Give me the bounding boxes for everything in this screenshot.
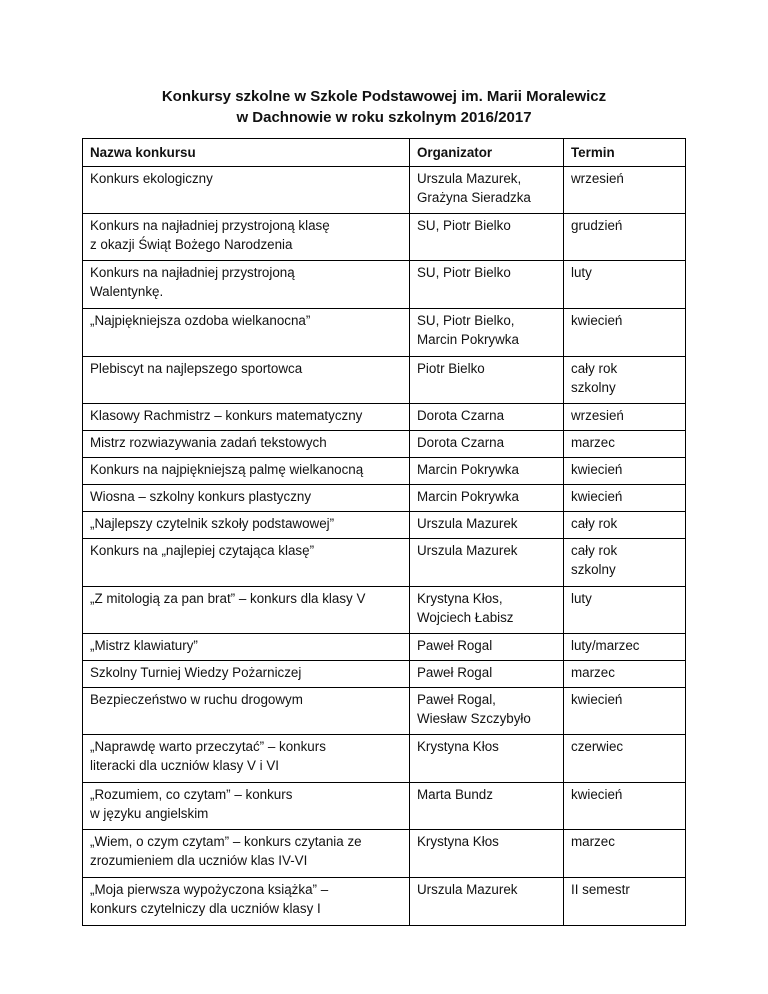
- contest-name: „Z mitologią za pan brat” – konkurs dla klasy V: [83, 587, 410, 634]
- contest-term: marzec: [564, 661, 686, 688]
- contest-name: Konkurs na najładniej przystrojoną Walentynkę.: [83, 261, 410, 309]
- contest-term: marzec: [564, 830, 686, 878]
- contest-organizer: SU, Piotr Bielko: [410, 261, 564, 309]
- column-header-name: Nazwa konkursu: [83, 139, 410, 167]
- contest-term: wrzesień: [564, 167, 686, 214]
- table-row: [83, 261, 686, 309]
- contest-name: Szkolny Turniej Wiedzy Pożarniczej: [83, 661, 410, 688]
- contest-organizer: Paweł Rogal: [410, 661, 564, 688]
- contest-organizer: Marcin Pokrywka: [410, 485, 564, 512]
- table-row: [83, 458, 686, 485]
- contest-term: luty/marzec: [564, 634, 686, 661]
- contest-name: Plebiscyt na najlepszego sportowca: [83, 357, 410, 404]
- table-row: [83, 587, 686, 634]
- table-row: [83, 878, 686, 926]
- contest-name: „Najlepszy czytelnik szkoły podstawowej”: [83, 512, 410, 539]
- table-row: [83, 661, 686, 688]
- contest-name: Klasowy Rachmistrz – konkurs matematyczny: [83, 404, 410, 431]
- table-header-row: [83, 139, 686, 167]
- contest-name: „Rozumiem, co czytam” – konkurs w języku angielskim: [83, 783, 410, 830]
- contest-term: grudzień: [564, 214, 686, 261]
- contest-organizer: Urszula Mazurek: [410, 512, 564, 539]
- contest-organizer: Marta Bundz: [410, 783, 564, 830]
- contest-organizer: SU, Piotr Bielko, Marcin Pokrywka: [410, 309, 564, 357]
- contest-name: „Naprawdę warto przeczytać” – konkurs literacki dla uczniów klasy V i VI: [83, 735, 410, 783]
- contest-name: Konkurs na „najlepiej czytająca klasę”: [83, 539, 410, 587]
- contest-term: kwiecień: [564, 309, 686, 357]
- contest-organizer: Paweł Rogal: [410, 634, 564, 661]
- table-row: [83, 735, 686, 783]
- table-row: [83, 688, 686, 735]
- contest-organizer: Marcin Pokrywka: [410, 458, 564, 485]
- contest-term: luty: [564, 587, 686, 634]
- title-line-2: w Dachnowie w roku szkolnym 2016/2017: [236, 109, 532, 126]
- column-header-organizer: Organizator: [410, 139, 564, 167]
- contest-term: czerwiec: [564, 735, 686, 783]
- page-title: [0, 86, 768, 128]
- contest-name: Wiosna – szkolny konkurs plastyczny: [83, 485, 410, 512]
- contest-organizer: Dorota Czarna: [410, 404, 564, 431]
- contest-name: Bezpieczeństwo w ruchu drogowym: [83, 688, 410, 735]
- table-row: [83, 830, 686, 878]
- contest-term: wrzesień: [564, 404, 686, 431]
- contest-name: Mistrz rozwiazywania zadań tekstowych: [83, 431, 410, 458]
- contest-term: cały rok szkolny: [564, 539, 686, 587]
- contest-organizer: Paweł Rogal, Wiesław Szczybyło: [410, 688, 564, 735]
- contest-name: Konkurs na najpiękniejszą palmę wielkanocną: [83, 458, 410, 485]
- column-header-term: Termin: [564, 139, 686, 167]
- table-row: [83, 539, 686, 587]
- contest-organizer: Urszula Mazurek: [410, 878, 564, 926]
- contest-name: Konkurs na najładniej przystrojoną klasę z okazji Świąt Bożego Narodzenia: [83, 214, 410, 261]
- contest-term: cały rok: [564, 512, 686, 539]
- contest-organizer: SU, Piotr Bielko: [410, 214, 564, 261]
- contest-term: kwiecień: [564, 688, 686, 735]
- contest-term: kwiecień: [564, 485, 686, 512]
- contest-term: luty: [564, 261, 686, 309]
- contest-organizer: Krystyna Kłos: [410, 735, 564, 783]
- contest-organizer: Urszula Mazurek: [410, 539, 564, 587]
- table-row: [83, 634, 686, 661]
- contest-organizer: Krystyna Kłos: [410, 830, 564, 878]
- contest-term: marzec: [564, 431, 686, 458]
- contest-organizer: Dorota Czarna: [410, 431, 564, 458]
- contest-name: „Najpiękniejsza ozdoba wielkanocna”: [83, 309, 410, 357]
- contest-name: „Moja pierwsza wypożyczona książka” – konkurs czytelniczy dla uczniów klasy I: [83, 878, 410, 926]
- table-row: [83, 431, 686, 458]
- table-row: [83, 783, 686, 830]
- contest-name: „Wiem, o czym czytam” – konkurs czytania ze zrozumieniem dla uczniów klas IV-VI: [83, 830, 410, 878]
- table-row: [83, 214, 686, 261]
- title-line-1: Konkursy szkolne w Szkole Podstawowej im. Marii Moralewicz: [161, 88, 607, 105]
- table-row: [83, 404, 686, 431]
- contest-term: II semestr: [564, 878, 686, 926]
- contest-term: cały rok szkolny: [564, 357, 686, 404]
- contest-name: Konkurs ekologiczny: [83, 167, 410, 214]
- table-row: [83, 512, 686, 539]
- contest-name: „Mistrz klawiatury”: [83, 634, 410, 661]
- contest-organizer: Krystyna Kłos, Wojciech Łabisz: [410, 587, 564, 634]
- contests-table: [82, 138, 686, 926]
- contest-organizer: Urszula Mazurek, Grażyna Sieradzka: [410, 167, 564, 214]
- contest-organizer: Piotr Bielko: [410, 357, 564, 404]
- contest-term: kwiecień: [564, 458, 686, 485]
- table-row: [83, 309, 686, 357]
- table-row: [83, 357, 686, 404]
- table-row: [83, 167, 686, 214]
- table-row: [83, 485, 686, 512]
- contest-term: kwiecień: [564, 783, 686, 830]
